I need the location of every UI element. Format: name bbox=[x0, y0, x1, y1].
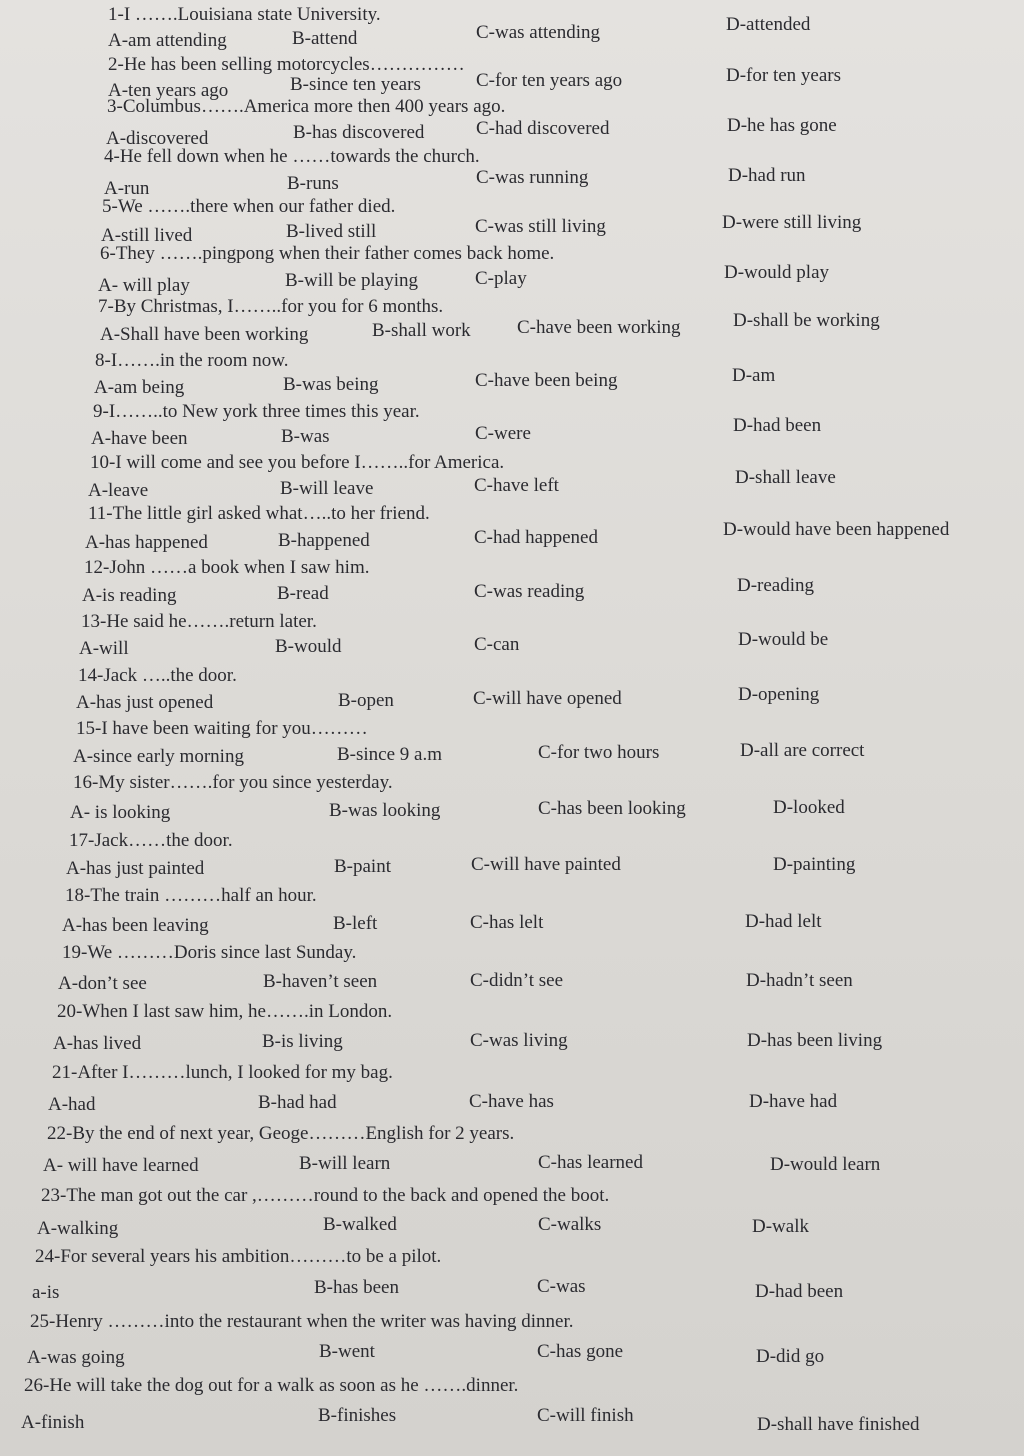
option-a: A-discovered bbox=[106, 128, 209, 149]
question-stem: 9-I……..to New york three times this year. bbox=[93, 401, 420, 422]
option-a: A-am being bbox=[94, 377, 185, 398]
option-a: A-has been leaving bbox=[62, 915, 209, 936]
option-a: A-walking bbox=[37, 1218, 119, 1239]
option-c: C-were bbox=[475, 423, 531, 444]
option-a: A-finish bbox=[21, 1412, 85, 1433]
option-c: C-was reading bbox=[474, 581, 585, 602]
option-d: D-would be bbox=[738, 629, 829, 650]
option-d: D-for ten years bbox=[726, 65, 842, 86]
option-a: A-don’t see bbox=[58, 973, 147, 994]
option-b: B-went bbox=[319, 1341, 375, 1362]
option-c: C-will have opened bbox=[473, 688, 622, 709]
option-b: B-since 9 a.m bbox=[337, 744, 443, 765]
option-d: D-all are correct bbox=[740, 740, 865, 761]
option-b: B-has discovered bbox=[293, 122, 425, 143]
option-d: D-would play bbox=[724, 262, 830, 283]
option-d: D-attended bbox=[726, 14, 811, 35]
option-d: D-he has gone bbox=[727, 115, 837, 136]
option-b: B-will learn bbox=[299, 1153, 391, 1174]
question-stem: 12-John ……a book when I saw him. bbox=[84, 557, 370, 578]
option-b: B-shall work bbox=[372, 320, 471, 341]
option-c: C-have been being bbox=[475, 370, 618, 391]
option-b: B-runs bbox=[287, 173, 339, 194]
option-c: C-have left bbox=[474, 475, 559, 496]
option-a: A-was going bbox=[27, 1347, 125, 1368]
option-c: C-walks bbox=[538, 1214, 602, 1235]
option-c: C-has been looking bbox=[538, 798, 686, 819]
option-d: D-hadn’t seen bbox=[746, 970, 853, 991]
option-d: D-were still living bbox=[722, 212, 862, 233]
question-stem: 16-My sister…….for you since yesterday. bbox=[73, 772, 393, 793]
option-a: A-had bbox=[48, 1094, 96, 1115]
option-d: D-had run bbox=[728, 165, 806, 186]
option-d: D-reading bbox=[737, 575, 815, 596]
option-c: C-was living bbox=[470, 1030, 568, 1051]
option-b: B-paint bbox=[334, 856, 391, 877]
option-c: C-play bbox=[475, 268, 527, 289]
question-stem: 13-He said he…….return later. bbox=[81, 611, 317, 632]
question-stem: 17-Jack……the door. bbox=[69, 830, 233, 851]
question-stem: 7-By Christmas, I……..for you for 6 months. bbox=[98, 296, 444, 317]
option-a: A-Shall have been working bbox=[100, 324, 309, 345]
option-a: A-have been bbox=[91, 428, 188, 449]
option-b: B-since ten years bbox=[290, 74, 421, 95]
question-stem: 24-For several years his ambition………to be a pilot. bbox=[35, 1246, 442, 1267]
question-stem: 2-He has been selling motorcycles…………… bbox=[108, 54, 465, 75]
question-stem: 6-They …….pingpong when their father comes back home. bbox=[100, 243, 555, 264]
option-b: B-would bbox=[275, 636, 342, 657]
option-d: D-would learn bbox=[770, 1154, 881, 1175]
question-stem: 20-When I last saw him, he…….in London. bbox=[57, 1001, 393, 1022]
option-d: D-am bbox=[732, 365, 776, 386]
option-a: A- will have learned bbox=[43, 1155, 199, 1176]
question-stem: 19-We ………Doris since last Sunday. bbox=[62, 942, 357, 963]
option-c: C-had discovered bbox=[476, 118, 610, 139]
question-stem: 1-I …….Louisiana state University. bbox=[108, 4, 381, 25]
option-a: A-leave bbox=[88, 480, 149, 501]
option-a: A-run bbox=[104, 178, 150, 199]
option-d: D-painting bbox=[773, 854, 856, 875]
option-b: B-was bbox=[281, 426, 330, 447]
option-c: C-was still living bbox=[475, 216, 606, 237]
option-a: A-has just opened bbox=[76, 692, 214, 713]
option-c: C-was running bbox=[476, 167, 589, 188]
question-stem: 21-After I………lunch, I looked for my bag. bbox=[52, 1062, 393, 1083]
question-stem: 18-The train ………half an hour. bbox=[65, 885, 317, 906]
option-d: D-shall have finished bbox=[757, 1414, 920, 1435]
option-d: D-have had bbox=[749, 1091, 838, 1112]
option-c: C-has gone bbox=[537, 1341, 624, 1362]
question-stem: 15-I have been waiting for you……… bbox=[76, 718, 368, 739]
option-d: D-has been living bbox=[747, 1030, 883, 1051]
option-c: C-have been working bbox=[517, 317, 681, 338]
option-c: C-has lelt bbox=[470, 912, 544, 933]
option-a: A-is reading bbox=[82, 585, 177, 606]
option-b: B-attend bbox=[292, 28, 358, 49]
option-a: A-has happened bbox=[85, 532, 208, 553]
question-stem: 25-Henry ………into the restaurant when the writer was having dinner. bbox=[30, 1311, 574, 1332]
option-b: B-was being bbox=[283, 374, 379, 395]
question-stem: 23-The man got out the car ,………round to the back and opened the boot. bbox=[41, 1185, 610, 1206]
option-b: B-happened bbox=[278, 530, 370, 551]
question-stem: 26-He will take the dog out for a walk as soon as he …….dinner. bbox=[24, 1375, 519, 1396]
question-stem: 4-He fell down when he ……towards the church. bbox=[104, 146, 480, 167]
option-a: A-has just painted bbox=[66, 858, 205, 879]
option-a: A-will bbox=[79, 638, 129, 659]
option-c: C-has learned bbox=[538, 1152, 643, 1173]
question-stem: 5-We …….there when our father died. bbox=[102, 196, 396, 217]
question-stem: 10-I will come and see you before I……..for America. bbox=[90, 452, 505, 473]
question-stem: 14-Jack …..the door. bbox=[78, 665, 237, 686]
option-c: C-will have painted bbox=[471, 854, 621, 875]
option-c: C-for two hours bbox=[538, 742, 660, 763]
option-b: B-haven’t seen bbox=[263, 971, 378, 992]
option-d: D-did go bbox=[756, 1346, 825, 1367]
option-d: D-had lelt bbox=[745, 911, 822, 932]
option-b: B-will be playing bbox=[285, 270, 418, 291]
option-d: D-looked bbox=[773, 797, 845, 818]
option-b: B-has been bbox=[314, 1277, 399, 1298]
option-d: D-shall be working bbox=[733, 310, 880, 331]
option-b: B-read bbox=[277, 583, 329, 604]
option-b: B-lived still bbox=[286, 221, 377, 242]
option-b: B-finishes bbox=[318, 1405, 397, 1426]
option-c: C-can bbox=[474, 634, 520, 655]
option-a: A-ten years ago bbox=[108, 80, 229, 101]
option-a: A-since early morning bbox=[73, 746, 244, 767]
option-d: D-would have been happened bbox=[723, 519, 950, 540]
option-b: B-left bbox=[333, 913, 378, 934]
option-d: D-shall leave bbox=[735, 467, 836, 488]
option-a: A- is looking bbox=[70, 802, 171, 823]
option-b: B-open bbox=[338, 690, 394, 711]
option-b: B-walked bbox=[323, 1214, 397, 1235]
question-stem: 8-I…….in the room now. bbox=[95, 350, 289, 371]
option-c: C-was attending bbox=[476, 22, 601, 43]
option-a: A- will play bbox=[98, 275, 190, 296]
option-b: B-is living bbox=[262, 1031, 343, 1052]
option-a: A-am attending bbox=[108, 30, 227, 51]
option-d: D-had been bbox=[755, 1281, 844, 1302]
question-stem: 11-The little girl asked what…..to her friend. bbox=[88, 503, 430, 524]
option-c: C-have has bbox=[469, 1091, 554, 1112]
question-stem: 22-By the end of next year, Geoge………English for 2 years. bbox=[47, 1123, 515, 1144]
option-d: D-walk bbox=[752, 1216, 809, 1237]
option-a: A-still lived bbox=[101, 225, 193, 246]
option-b: B-had had bbox=[258, 1092, 337, 1113]
option-b: B-will leave bbox=[280, 478, 374, 499]
option-d: D-opening bbox=[738, 684, 820, 705]
option-d: D-had been bbox=[733, 415, 822, 436]
option-a: A-has lived bbox=[53, 1033, 142, 1054]
option-b: B-was looking bbox=[329, 800, 441, 821]
question-stem: 3-Columbus…….America more then 400 years ago. bbox=[107, 96, 506, 117]
option-c: C-didn’t see bbox=[470, 970, 564, 991]
option-c: C-had happened bbox=[474, 527, 598, 548]
option-c: C-was bbox=[537, 1276, 586, 1297]
option-a: a-is bbox=[32, 1282, 60, 1303]
option-c: C-for ten years ago bbox=[476, 70, 623, 91]
option-c: C-will finish bbox=[537, 1405, 634, 1426]
